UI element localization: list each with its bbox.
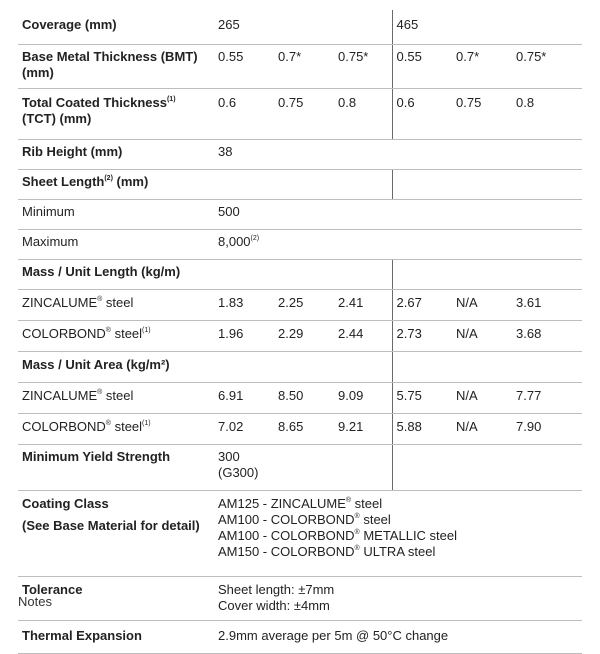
bmt-value: 0.75* [334,45,392,89]
coating-values [214,491,582,577]
row-mass-area-colorbond [18,414,582,445]
zincalume-label: ZINCALUME® steel [18,290,214,321]
tct-value: 0.75 [452,89,512,140]
coverage-265: 265 [214,10,392,45]
mass-value: 7.02 [214,414,274,445]
tct-value: 0.75 [274,89,334,140]
mass-value: N/A [452,290,512,321]
thermal-value: 2.9mm average per 5m @ 50°C change [214,621,582,654]
max-label: Maximum [18,230,214,260]
row-mass-length-zincalume [18,290,582,321]
mass-value: 3.61 [512,290,582,321]
row-mass-area-header [18,352,582,383]
mass-value: 5.75 [392,383,452,414]
mass-value: 7.77 [512,383,582,414]
tct-label: Total Coated Thickness$^{(1)}$ (TCT) (mm) [18,89,214,140]
mass-value: 1.83 [214,290,274,321]
mass-length-label: Mass / Unit Length (kg/m) [18,260,214,290]
row-coating-class [18,491,582,577]
colorbond-label: COLORBOND® steel$^{(1)}$ [18,414,214,445]
mass-value: 9.09 [334,383,392,414]
row-bmt [18,45,582,89]
rib-value: 38 [214,140,582,170]
coverage-465: 465 [392,10,582,45]
mass-value: 2.25 [274,290,334,321]
mass-value: 6.91 [214,383,274,414]
yield-value: 300 (G300) [214,445,392,491]
coating-item: AM100 - COLORBOND® steel [218,512,391,527]
max-value: 8,000$^{(2)}$ [214,230,582,260]
yield-label: Minimum Yield Strength [18,445,214,491]
specification-table [18,10,582,654]
bmt-value: 0.75* [512,45,582,89]
colorbond-label: COLORBOND® steel$^{(1)}$ [18,321,214,352]
mass-value: 1.96 [214,321,274,352]
mass-value: 7.90 [512,414,582,445]
row-sheet-length-min [18,200,582,230]
notes-heading: Notes [18,594,52,609]
mass-value: 9.21 [334,414,392,445]
coating-item: AM125 - ZINCALUME® steel [218,496,383,511]
bmt-value: 0.7* [452,45,512,89]
coverage-label: Coverage (mm) [18,10,214,45]
zincalume-label: ZINCALUME® steel [18,383,214,414]
row-yield-strength [18,445,582,491]
coating-item: AM150 - COLORBOND® ULTRA steel [218,544,436,559]
bmt-value: 0.7* [274,45,334,89]
mass-value: 2.29 [274,321,334,352]
coating-label: Coating Class (See Base Material for detail) [18,491,214,577]
rib-label: Rib Height (mm) [18,140,214,170]
tct-value: 0.6 [214,89,274,140]
min-value: 500 [214,200,582,230]
mass-value: N/A [452,321,512,352]
row-sheet-length-max [18,230,582,260]
row-sheet-length-header [18,170,582,200]
bmt-label: Base Metal Thickness (BMT) (mm) [18,45,214,89]
mass-value: 2.41 [334,290,392,321]
tolerance-values: Sheet length: ±7mm Cover width: ±4mm [214,577,582,621]
tolerance-label: Tolerance [18,577,214,621]
tct-value: 0.8 [334,89,392,140]
min-label: Minimum [18,200,214,230]
row-tct [18,89,582,140]
mass-value: 2.73 [392,321,452,352]
bmt-value: 0.55 [214,45,274,89]
row-mass-area-zincalume [18,383,582,414]
coating-item: AM100 - COLORBOND® METALLIC steel [218,528,458,543]
row-mass-length-header [18,260,582,290]
mass-value: N/A [452,414,512,445]
tct-value: 0.6 [392,89,452,140]
tct-value: 0.8 [512,89,582,140]
mass-value: 8.65 [274,414,334,445]
row-rib-height [18,140,582,170]
row-coverage [18,10,582,45]
bmt-value: 0.55 [392,45,452,89]
row-mass-length-colorbond [18,321,582,352]
mass-value: 2.44 [334,321,392,352]
row-thermal-expansion [18,621,582,654]
sheet-length-label: Sheet Length$^{(2)}$ (mm) [18,170,214,200]
thermal-label: Thermal Expansion [18,621,214,654]
mass-area-label: Mass / Unit Area (kg/m²) [18,352,214,383]
mass-value: 8.50 [274,383,334,414]
mass-value: 2.67 [392,290,452,321]
mass-value: 3.68 [512,321,582,352]
mass-value: 5.88 [392,414,452,445]
mass-value: N/A [452,383,512,414]
row-tolerance [18,577,582,621]
